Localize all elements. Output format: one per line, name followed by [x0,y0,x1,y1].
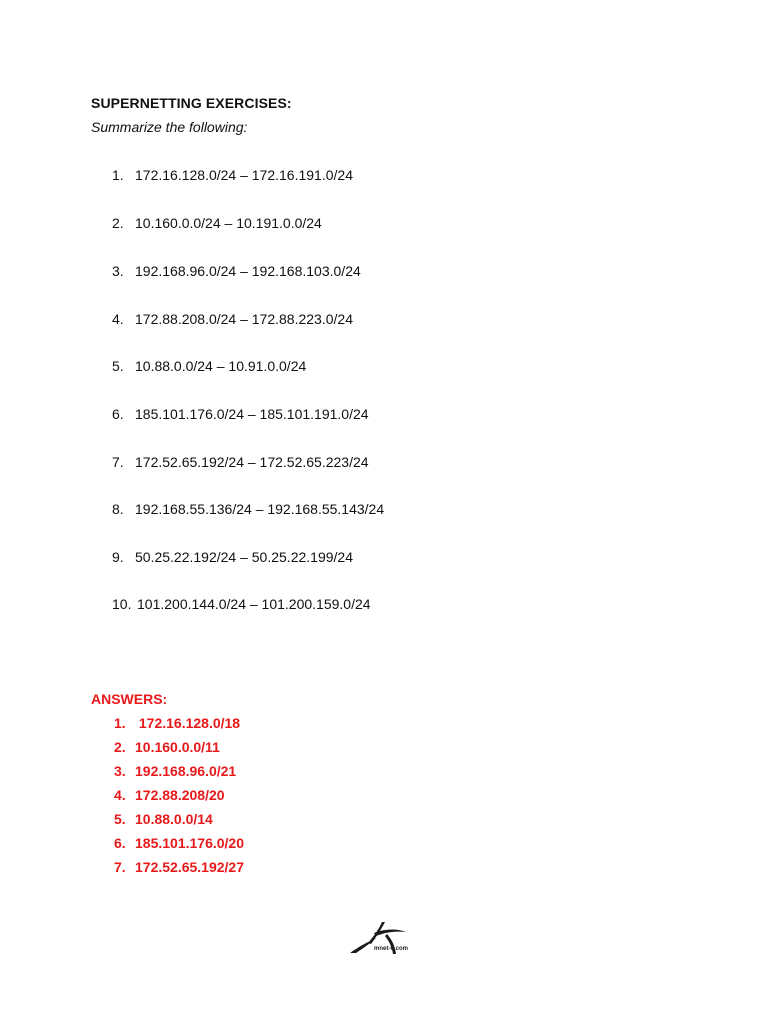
exercise-text: 172.16.128.0/24 – 172.16.191.0/24 [135,167,353,183]
answer-number: 2. [114,739,126,755]
answers-heading: ANSWERS: [91,691,168,707]
exercise-number: 4. [112,311,124,327]
answer-text: 172.16.128.0/18 [135,715,241,731]
exercise-item [112,596,371,612]
exercise-item [112,263,361,279]
exercise-number: 8. [112,501,124,517]
exercise-text: 185.101.176.0/24 – 185.101.191.0/24 [135,406,369,422]
exercise-number: 9. [112,549,124,565]
exercise-number: 10. [112,596,132,612]
exercise-item [112,215,322,231]
answer-item [114,811,213,827]
exercise-number: 2. [112,215,124,231]
instructions-text: Summarize the following: [91,119,248,135]
answer-text: 10.160.0.0/11 [135,739,220,755]
exercise-item [112,406,369,422]
exercise-number: 5. [112,358,124,374]
answer-item [114,715,240,731]
exercise-text: 172.88.208.0/24 – 172.88.223.0/24 [135,311,353,327]
answer-item [114,739,220,755]
answer-number: 7. [114,859,126,875]
exercise-item [112,167,353,183]
exercise-number: 1. [112,167,124,183]
answer-text: 172.52.65.192/27 [135,859,244,875]
exercise-number: 7. [112,454,124,470]
mnet-it-logo-icon [346,916,420,960]
exercise-text: 172.52.65.192/24 – 172.52.65.223/24 [135,454,369,470]
answer-text: 10.88.0.0/14 [135,811,213,827]
answer-item [114,787,225,803]
answer-item [114,859,244,875]
answer-number: 1. [114,715,126,731]
answer-number: 3. [114,763,126,779]
exercise-item [112,358,306,374]
exercise-text: 101.200.144.0/24 – 101.200.159.0/24 [137,596,371,612]
exercise-number: 6. [112,406,124,422]
answer-item [114,763,236,779]
exercise-text: 50.25.22.192/24 – 50.25.22.199/24 [135,549,353,565]
exercise-text: 10.160.0.0/24 – 10.191.0.0/24 [135,215,322,231]
exercise-item [112,311,353,327]
exercise-text: 192.168.96.0/24 – 192.168.103.0/24 [135,263,361,279]
answer-text: 185.101.176.0/20 [135,835,244,851]
exercise-text: 10.88.0.0/24 – 10.91.0.0/24 [135,358,307,374]
logo-text: mnet-it.com [374,946,409,952]
answer-number: 4. [114,787,126,803]
exercise-text: 192.168.55.136/24 – 192.168.55.143/24 [135,501,385,517]
answer-item [114,835,244,851]
exercise-item [112,549,353,565]
exercise-item [112,501,384,517]
answer-number: 6. [114,835,126,851]
answer-text: 172.88.208/20 [135,787,225,803]
answer-number: 5. [114,811,126,827]
exercise-number: 3. [112,263,124,279]
exercise-item [112,454,369,470]
page-title: SUPERNETTING EXERCISES: [91,95,292,111]
answer-text: 192.168.96.0/21 [135,763,237,779]
